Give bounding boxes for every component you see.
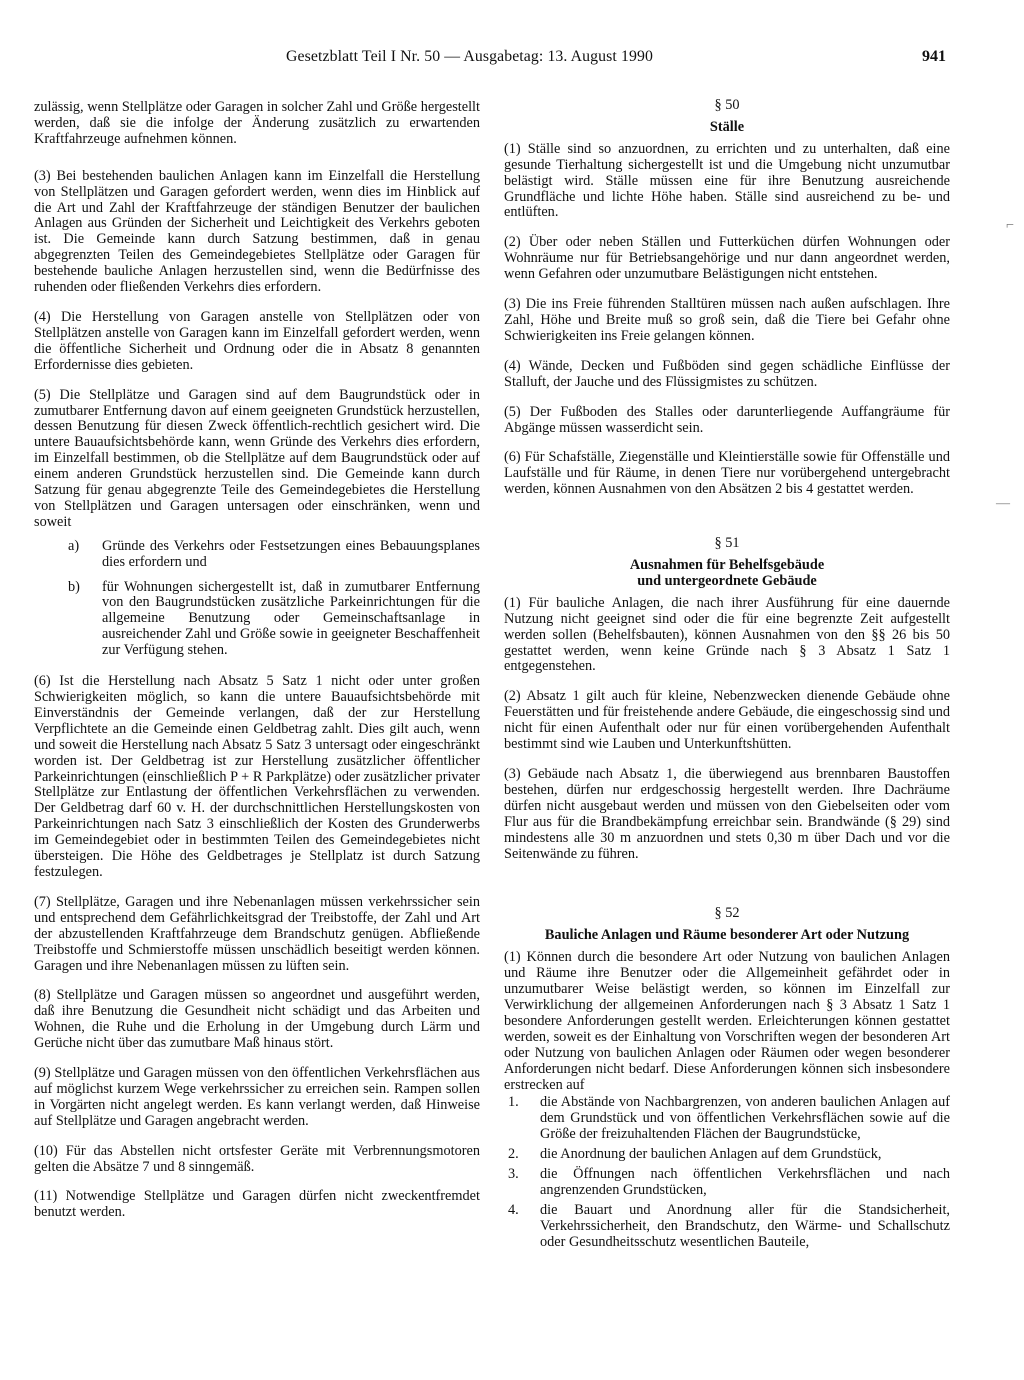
margin-dash-icon: — [996, 496, 1010, 511]
paragraph: (5) Die Stellplätze und Garagen sind auf dem Baugrundstück oder in zumutbarer Entfernung davon auf einem geeigneten Grundstück herzustellen, dessen Benutzung für diesen Zweck öffentlich-rechtlich gesichert wird. Die untere Bauaufsichtsbehörde kann, wenn Gründe des Verkehrs dies erfordern, im Einzelfall bestimmen, ob die Stellplätze auf dem Baugrundstück oder auf einem anderen Grundstück herzustellen sind. Die Gemeinde kann durch Satzung für genau abgegrenzte Teile des Gemeindegebietes die Herstellung von Stellplätzen und Garagen untersagen oder einschränken, wenn und soweit [34, 386, 480, 530]
paragraph: (3) Gebäude nach Absatz 1, die überwiegend aus brennbaren Baustoffen bestehen, dürfen nur erdgeschossig hergestellt werden. Ihre Dachräume dürfen nicht ausgebaut werden und müssen von den Giebelseiten oder vom Flur aus für die Brandbekämpfung erreichbar sein. Brandwände (§ 29) sind mindestens alle 30 m anzuordnen und stets 0,30 m über Dach und vor die Seitenwände zu führen. [504, 766, 950, 862]
paragraph: (2) Über oder neben Ställen und Futterküchen dürfen Wohnungen oder Wohnräume nur für Betriebsangehörige und nur dann angeordnet werden, wenn Gefahren oder unzumutbare Belästigungen nicht entstehen. [504, 234, 950, 283]
list [504, 1095, 950, 1250]
list-item [504, 1095, 950, 1143]
list-text: Gründe des Verkehrs oder Festsetzungen eines Bebauungsplanes dies erfordern und [102, 537, 480, 570]
list-item [504, 1167, 950, 1199]
margin-tick-icon: ⌐ [1006, 218, 1014, 233]
paragraph: (3) Bei bestehenden baulichen Anlagen kann im Einzelfall die Herstellung von Stellplätzen und Garagen gefordert werden, wenn dies im Hinblick auf die Art und Zahl der Kraftfahrzeuge der ständigen Benutzer der baulichen Anlagen aus Gründen der Sicherheit und Leichtigkeit des Verkehrs geboten ist. Die Gemeinde kann durch Satzung bestimmen, daß in genau abgegrenzten Teilen des Gemeindegebietes Stellplätze oder Garagen für bestehende bauliche Anlagen herzustellen sind, wenn die Bedürfnisse des ruhenden oder fließenden Verkehrs dies erfordern. [34, 167, 480, 296]
list-marker: 2. [508, 1146, 519, 1163]
list-item [34, 539, 480, 571]
left-column [34, 100, 480, 1235]
paragraph: zulässig, wenn Stellplätze oder Garagen in solcher Zahl und Größe hergestellt werden, daß sie die infolge der Änderung zusätzlich zu erwartenden Kraftfahrzeuge aufnehmen können. [34, 99, 480, 147]
right-column [504, 98, 950, 1266]
page-number: 941 [922, 48, 946, 65]
section-title: Ausnahmen für Behelfsgebäude [629, 557, 825, 574]
section-number: § 50 [714, 97, 740, 113]
section-title-continued: und untergeordnete Gebäude [637, 572, 817, 589]
list-item [504, 1147, 950, 1163]
list-marker: 4. [508, 1201, 519, 1218]
list-marker: 1. [508, 1094, 519, 1111]
paragraph: (4) Wände, Decken und Fußböden sind gegen schädliche Einflüsse der Stalluft, der Jauche und des Flüssigmistes zu schützen. [504, 357, 950, 390]
list-marker: a) [68, 537, 80, 554]
section-number: § 51 [714, 535, 740, 552]
paragraph: (6) Für Schafställe, Ziegenställe und Kleintierställe sowie für Offenställe und Laufställe und für Räume, in denen Tiere nur vorübergehend untergebracht werden, können Ausnahmen von den Absätzen 2 bis 4 gestattet werden. [504, 449, 950, 498]
paragraph: (11) Notwendige Stellplätze und Garagen dürfen nicht zweckentfremdet benutzt werden. [34, 1188, 480, 1221]
paragraph: (9) Stellplätze und Garagen müssen von den öffentlichen Verkehrsflächen aus auf möglichst kurzem Wege verkehrssicher zu erreichen sein. Rampen sollen in Vorgärten nicht angelegt werden. Es kann verlangt werden, daß Hinweise auf Stellplätze und Garagen angebracht werden. [34, 1065, 480, 1129]
list-marker: 3. [508, 1166, 519, 1183]
paragraph: (2) Absatz 1 gilt auch für kleine, Nebenzwecken dienende Gebäude ohne Feuerstätten und für freistehende andere Gebäude, die eingeschossig sind und nicht für einen Aufenthalt oder nur für einen vorübergehenden Aufenthalt bestimmt sind wie Lauben und Unterkunftshütten. [504, 688, 950, 753]
paragraph: (1) Ställe sind so anzuordnen, zu errichten und zu unterhalten, daß eine gesunde Tierhaltung sichergestellt ist und die Umgebung nicht unzumutbar belästigt wird. Ställe müssen eine für ihre Benutzung ausreichende Grundfläche und lichte Höhe haben. Ställe sind ausreichend zu be- und entlüften. [504, 140, 950, 221]
list-marker: b) [68, 578, 80, 595]
paragraph: (3) Die ins Freie führenden Stalltüren müssen nach außen aufschlagen. Ihre Zahl, Höhe und Breite muß so groß sein, daß die Tiere bei Gefahr ohne Schwierigkeiten ins Freie gelangen können. [504, 296, 950, 344]
section-51 [504, 536, 950, 862]
section-title: Bauliche Anlagen und Räume besonderer Art oder Nutzung [544, 927, 910, 944]
list-item [34, 580, 480, 660]
paragraph: (7) Stellplätze, Garagen und ihre Nebenanlagen müssen verkehrssicher sein und entsprechend dem Gefährlichkeitsgrad der Treibstoffe, der Zahl und Art der abzustellenden Kraftfahrzeuge dem Brandschutz genügen. Abfließende Treibstoffe und Schmierstoffe müssen unschädlich beseitigt werden können. Garagen und ihre Nebenanlagen müssen zu lüften sein. [34, 893, 480, 974]
gazette-title: Gesetzblatt Teil I Nr. 50 — Ausgabetag: 13. August 1990 [286, 48, 653, 65]
section-spacer [504, 512, 950, 536]
section-50 [504, 98, 950, 498]
list [34, 539, 480, 659]
list-item [504, 1203, 950, 1251]
paragraph: (4) Die Herstellung von Garagen anstelle von Stellplätzen oder von Stellplätzen anstelle von Garagen kann im Einzelfall gefordert werden, wenn die öffentliche Sicherheit und Ordnung oder die in Absatz 8 genannten Erfordernisse dies gebieten. [34, 308, 480, 373]
section-number: § 52 [714, 905, 740, 922]
page-header [0, 44, 1024, 74]
paragraph: (1) Können durch die besondere Art oder Nutzung von baulichen Anlagen und Räume ihre Benutzer oder die Allgemeinheit gefährdet oder in unzumutbarer Weise belästigt werden, so können im Einzelfall zur Verwirklichung der allgemeinen Anforderungen nach § 3 Absatz 1 Satz 1 besondere Anforderungen gestellt werden. Erleichterungen können gestattet werden, soweit es der Einhaltung von Vorschriften wegen der besonderen Art oder Nutzung von baulichen Anlagen oder Räumen oder wegen besonderer Anforderungen nicht bedarf. Diese Anforderungen können sich insbesondere erstrecken auf [504, 949, 950, 1093]
list-text: die Öffnungen nach öffentlichen Verkehrsflächen und nach angrenzenden Grundstücken, [540, 1166, 950, 1198]
paragraph: (1) Für bauliche Anlagen, die nach ihrer Ausführung für eine dauernde Nutzung nicht geeignet sind oder die für eine begrenzte Zeit aufgestellt werden sollen (Behelfsbauten), können Ausnahmen von den §§ 26 bis 50 gestattet werden, wenn keine Gründe nach § 3 Absatz 1 Satz 1 entgegenstehen. [504, 594, 950, 675]
list-text: für Wohnungen sichergestellt ist, daß in zumutbarer Entfernung von den Baugrundstücken zusätzliche Parkeinrichtungen für die allgemeine Benutzung oder Gemeinschaftsanlage in ausreichender Zahl und Größe sowie in geeigneter Beschaffenheit zur Verfügung stehen. [102, 578, 480, 659]
paragraph: (8) Stellplätze und Garagen müssen so angeordnet und ausgeführt werden, daß ihre Benutzung die Gesundheit nicht schädigt und das Arbeiten und Wohnen, die Ruhe und die Erholung in der Umgebung durch Lärm und Gerüche nicht über das zumutbare Maß hinaus stört. [34, 987, 480, 1052]
list-text: die Abstände von Nachbargrenzen, von anderen baulichen Anlagen auf dem Grundstück und von öffentlichen Verkehrsflächen sowie auf die Größe der freizuhaltenden Flächen der Baugrundstücke, [540, 1094, 950, 1143]
section-spacer [504, 876, 950, 906]
paragraph: (10) Für das Abstellen nicht ortsfester Geräte mit Verbrennungsmotoren gelten die Absätze 7 und 8 sinngemäß. [34, 1142, 480, 1175]
section-title: Ställe [709, 118, 745, 135]
paragraph: (5) Der Fußboden des Stalles oder darunterliegende Auffangräume für Abgänge müssen wasserdicht sein. [504, 403, 950, 436]
paragraph: (6) Ist die Herstellung nach Absatz 5 Satz 1 nicht oder unter großen Schwierigkeiten möglich, so kann die untere Bauaufsichtsbehörde mit Einverständnis der Gemeinde verlangen, daß der zur Herstellung Verpflichtete an die Gemeinde einen Geldbetrag zahlt. Dies gilt auch, wenn und soweit die Herstellung nach Absatz 5 Satz 3 untersagt oder eingeschränkt worden ist. Der Geldbetrag ist zur Herstellung zusätzlicher öffentlicher Parkeinrichtungen (einschließlich P + R Parkplätze) oder zusätzlicher privater Stellplätze zur Entlastung der öffentlichen Verkehrsflächen zu verwenden. Der Geldbetrag darf 60 v. H. der durchschnittlichen Herstellungskosten von Parkeinrichtungen nach Satz 3 einschließlich der Kosten des Grunderwerbs im Gemeindegebiet oder in bestimmten Teilen des Gemeindegebietes nicht übersteigen. Die Höhe des Geldbetrages je Stellplatz ist durch Satzung festzulegen. [34, 673, 480, 880]
list-text: die Anordnung der baulichen Anlagen auf dem Grundstück, [540, 1146, 882, 1163]
list-text: die Bauart und Anordnung aller für die Standsicherheit, Verkehrssicherheit, den Brandschutz, den Wärme- und Schallschutz oder Gesundheitsschutz wesentlichen Bauteile, [540, 1201, 950, 1250]
section-52 [504, 906, 950, 1250]
